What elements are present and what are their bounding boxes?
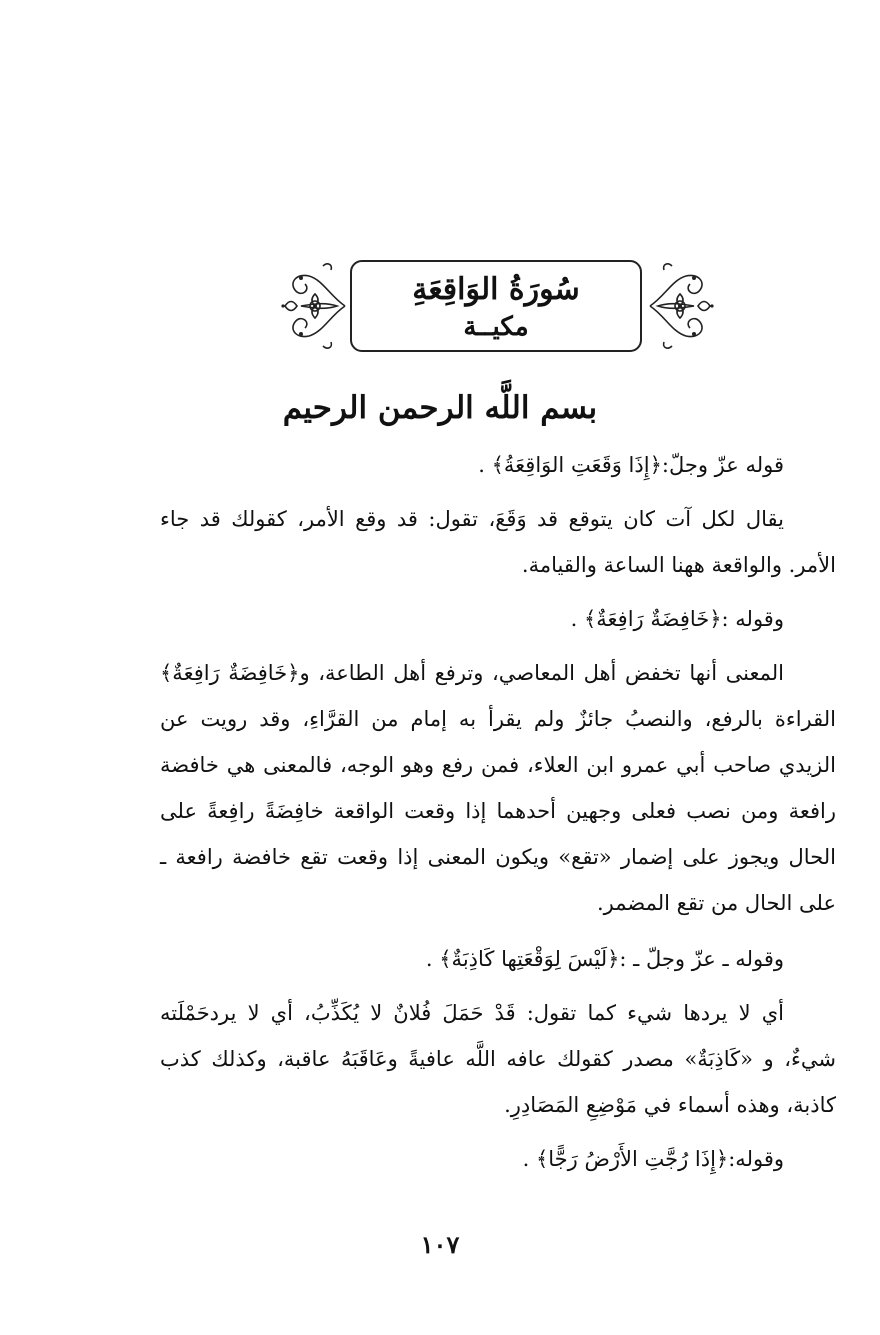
floral-ornament-icon [275, 258, 353, 354]
page-number: ١٠٧ [420, 1230, 460, 1259]
commentary-text [160, 442, 836, 1190]
verse-quote: وقوله :﴿خَافِضَةٌ رَافِعَةٌ﴾ . [570, 607, 784, 631]
verse-quote: وقوله ـ عزّ وجلّ ـ :﴿لَيْسَ لِوَقْعَتِها كَاذِبَةٌ﴾ . [425, 947, 784, 971]
floral-ornament-icon [642, 258, 720, 354]
commentary-paragraph: المعنى أنها تخفض أهل المعاصي، وترفع أهل الطاعة، و﴿خَافِضَةٌ رَافِعَةٌ﴾ القراءة بالرفع، والنصبُ جائزٌ ولم يقرأ به إمام من القرَّاءِ، وقد رويت عن الزيدي صاحب أبي عمرو ابن العلاء، فمن رفع وهو الوجه، فالمعنى هي خافضة رافعة ومن نصب فعلى وجهين أحدهما إذا وقعت الواقعة خافِضَةً رافِعةً على الحال ويجوز على إضمار «تقع» ويكون المعنى إذا وقعت تقع خافضة رافعة ـ على الحال من تقع المضمر. [160, 661, 836, 915]
basmala-heading: بسم اللَّه الرحمن الرحيم [282, 390, 598, 426]
surah-revelation-type: مكيــة [463, 312, 529, 342]
surah-header [275, 258, 720, 358]
commentary-paragraph: يقال لكل آت كان يتوقع قد وَقَعَ، تقول: قد وقع الأمر، كقولك قد جاء الأمر. والواقعة ههنا الساعة والقيامة. [160, 507, 836, 577]
verse-quote: قوله عزّ وجلّ:﴿إِذَا وَقَعَتِ الوَاقِعَةُ﴾ . [478, 453, 784, 477]
commentary-paragraph: أي لا يردها شيء كما تقول: قَدْ حَمَلَ فُلانٌ لا يُكَذِّبُ، أي لا يردحَمْلَته شيءٌ، و «كَاذِبَةٌ» مصدر كقولك عافه اللَّه عافيةً وعَاقَبَهُ عاقبة، وكذلك كذب كاذبة، وهذه أسماء في مَوْضِعِ المَصَادِرِ. [160, 1001, 836, 1117]
surah-title: سُورَةُ الوَاقِعَةِ [412, 272, 580, 307]
verse-quote: وقوله:﴿إِذَا رُجَّتِ الأَرْضُ رَجًّا﴾ . [522, 1147, 784, 1171]
